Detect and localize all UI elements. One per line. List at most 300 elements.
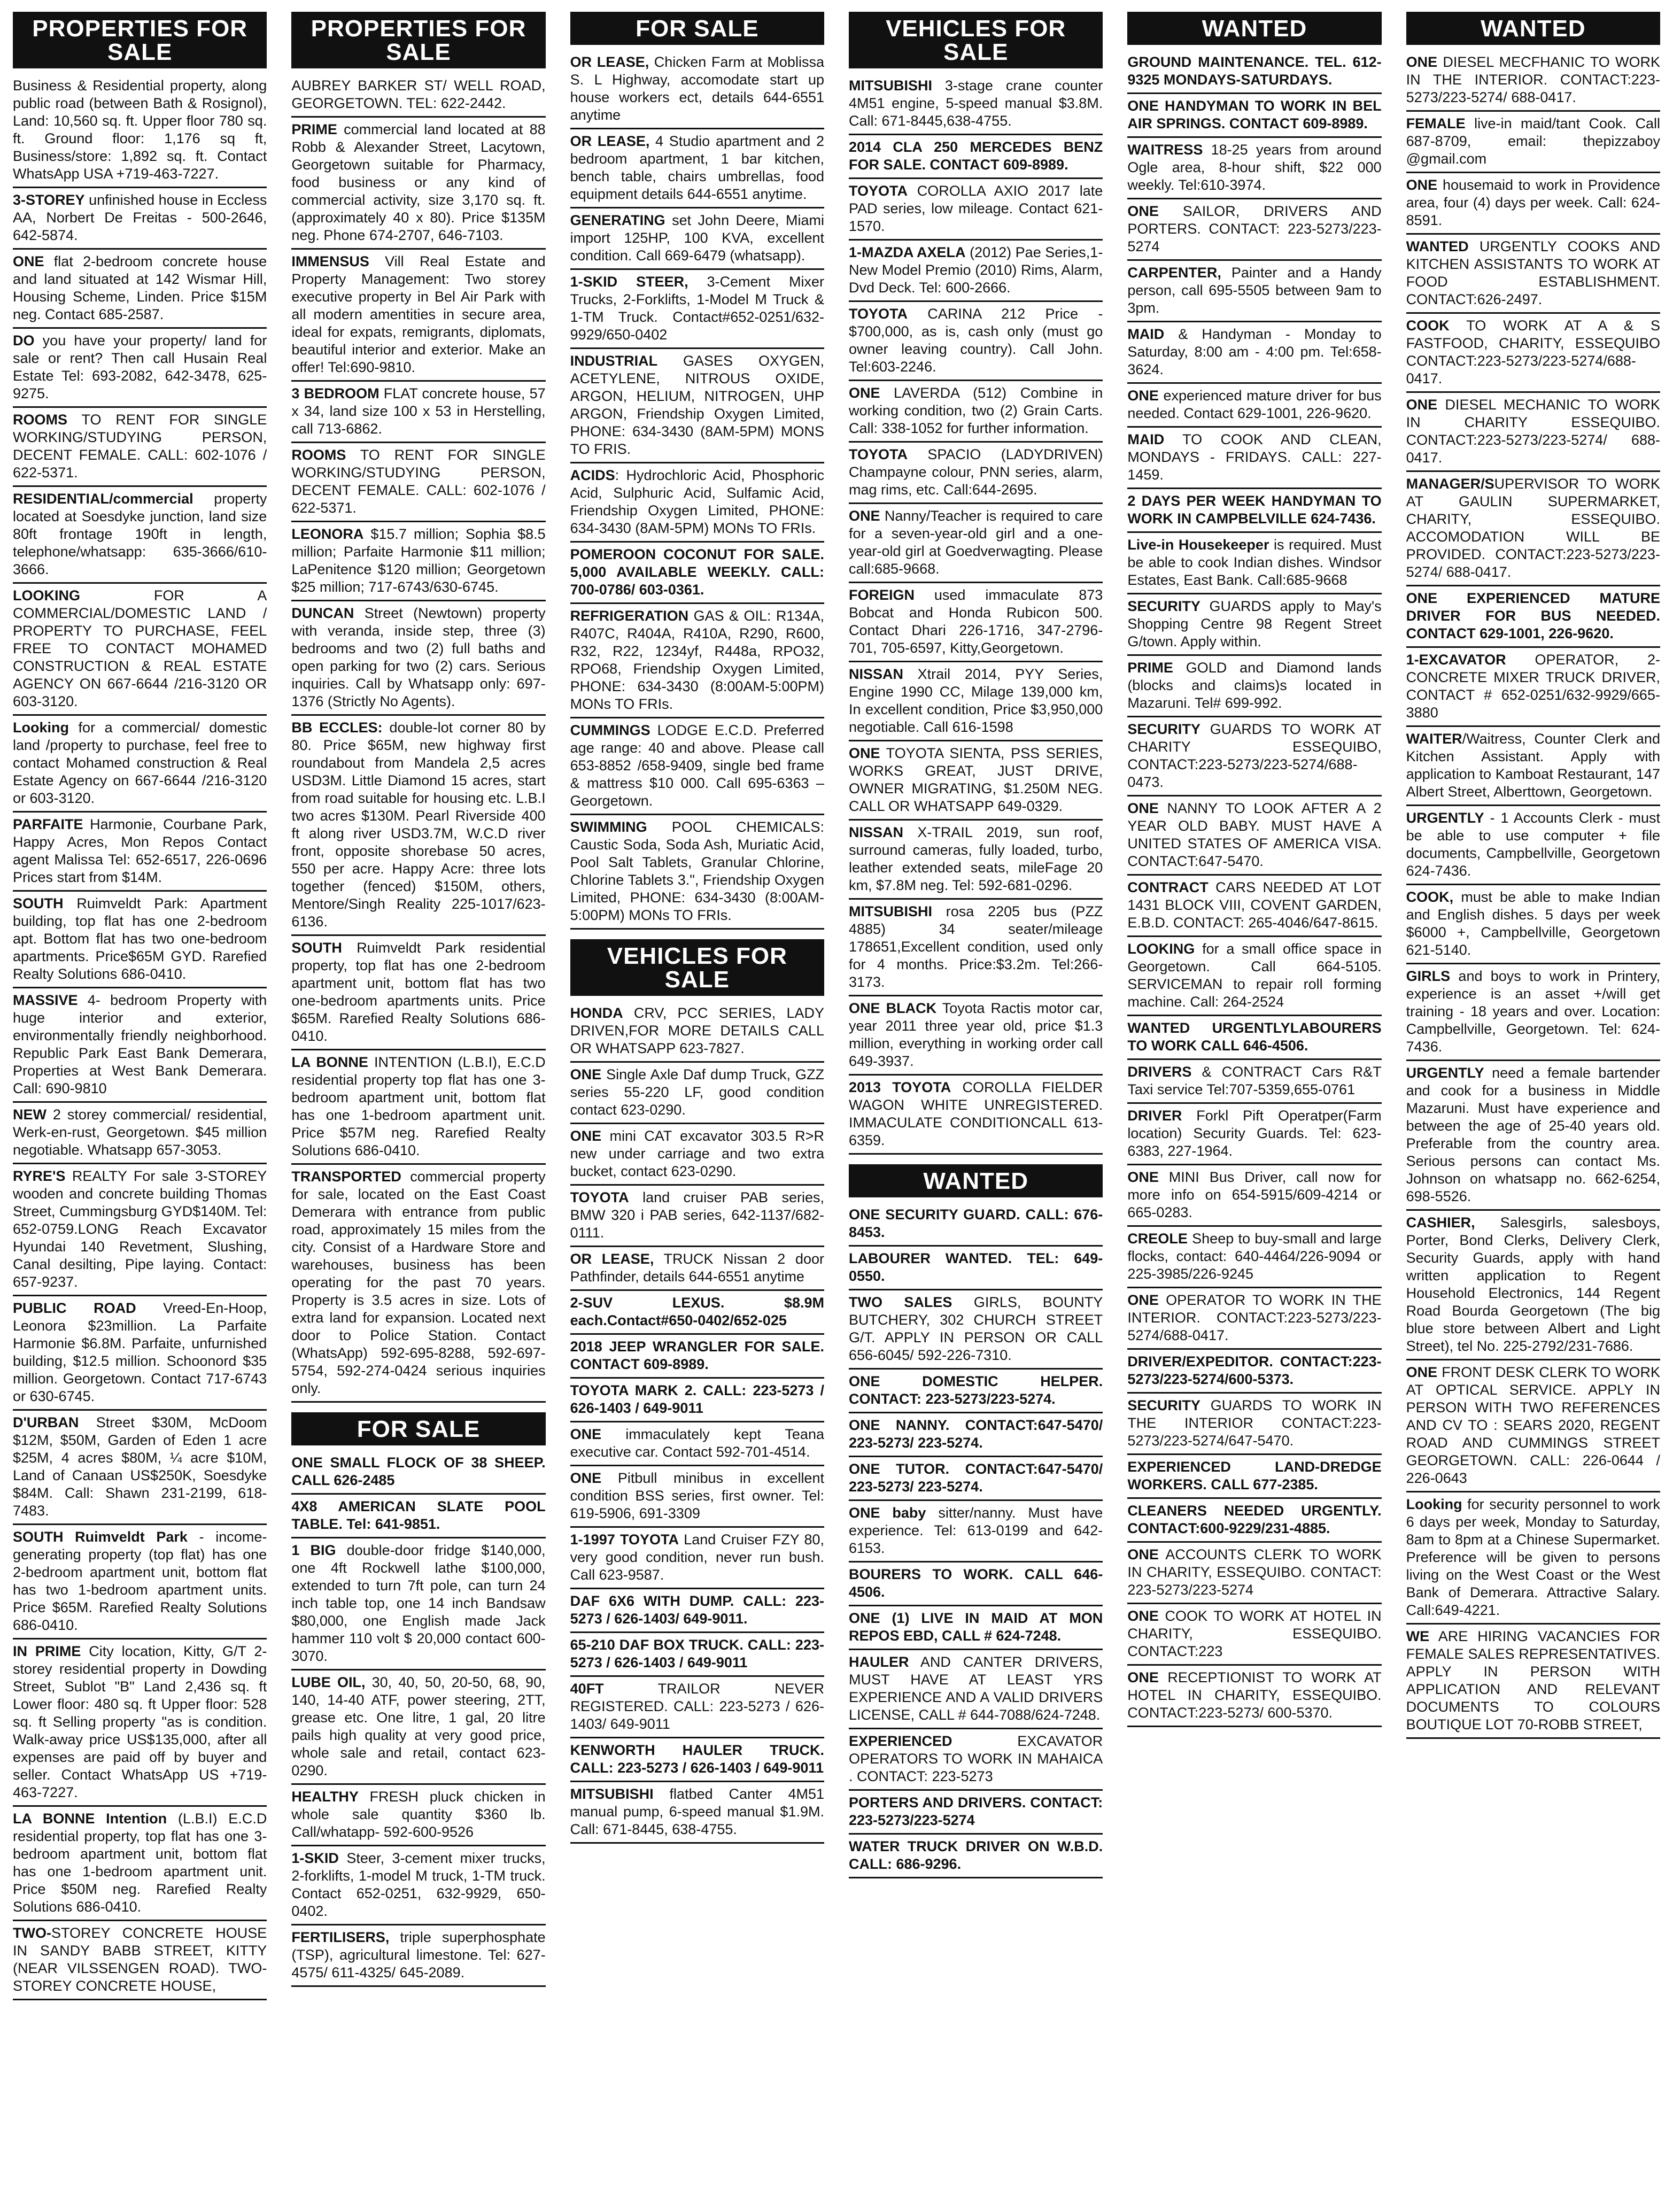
column-5 <box>1127 12 1381 2212</box>
ad-lead: ONE <box>1127 1669 1159 1685</box>
classified-ad <box>1127 1666 1381 1727</box>
classified-ad <box>1127 428 1381 489</box>
classified-ad <box>13 329 267 408</box>
classified-ad <box>13 1164 267 1296</box>
ad-lead: PRIME <box>291 121 337 137</box>
ad-lead: ONE <box>1127 203 1159 219</box>
classified-ad <box>1127 717 1381 796</box>
classified-ad <box>849 1247 1103 1290</box>
ad-text: OPERATOR, 2- CONCRETE MIXER TRUCK DRIVER, CONTACT # 652-0251/632-9929/665-3880 <box>1406 652 1660 721</box>
ad-lead: 2018 JEEP WRANGLER FOR SALE. CONTACT 609-8989. <box>570 1339 824 1372</box>
column-3 <box>570 12 824 2212</box>
ad-text: TOYOTA SIENTA, PSS SERIES, WORKS GREAT, JUST DRIVE, OWNER MIGRATING, $1.250M NEG. CALL OR WHATSAPP 649-0329. <box>848 745 1103 814</box>
classified-ad <box>13 892 267 988</box>
ad-text: 30, 40, 50, 20-50, 68, 90, 140, 14-40 ATF, power steering, 2TT, grease etc. One litre, 1 gal, 20 litre pails high quality at very good price, whole sale and retail, contact 623-0290. <box>291 1674 546 1778</box>
ad-text: Sheep to buy-small and large flocks, contact: 640-4464/226-9094 or 225-3985/226-9245 <box>1127 1231 1382 1282</box>
ad-lead: DO <box>13 332 35 349</box>
classified-ad <box>849 179 1103 241</box>
ad-text: & Handyman - Monday to Saturday, 8:00 am - 4:00 pm. Tel:658-3624. <box>1127 326 1382 377</box>
ad-lead: GENERATING <box>570 212 665 228</box>
classified-ad <box>1406 314 1660 393</box>
ad-lead: POMEROON COCONUT FOR SALE. 5,000 AVAILABLE WEEKLY. CALL: 700-0786/ 603-0361. <box>570 546 824 598</box>
ad-lead: PARFAITE <box>13 816 83 832</box>
classified-ad <box>1406 964 1660 1061</box>
ad-text: GIRLS, BOUNTY BUTCHERY, 302 CHURCH STREET G/T. APPLY IN PERSON OR CALL 656-6045/ 592-226-7310. <box>848 1294 1103 1363</box>
ad-lead: TOYOTA <box>848 446 908 462</box>
ad-text: Street (Newtown) property with veranda, inside step, three (3) bedrooms and two (2) full baths and open parking for two (2) cars. Serious inquiries. Call by Whatsapp only: 697-1376 (Strictly No Agents). <box>291 605 546 709</box>
classified-ad <box>570 1589 824 1633</box>
classified-ad <box>291 118 545 250</box>
ad-lead: 1-SKID <box>291 1850 339 1866</box>
ad-text: commercial property for sale, located on the East Coast Demerara with entrance from public road, approximately 15 miles from the city. Consist of a Hardware Store and warehouses, business has been operating for the past 70 years. Property is 3.5 acres in size. Lots of extra land for expansion. Located next door to Police Station. Contact (WhatsApp) 592-695-8288, 592-697-5754, 592-274-0424 serious inquiries only. <box>291 1169 546 1396</box>
ad-lead: REFRIGERATION <box>570 608 689 624</box>
ad-lead: ONE <box>1406 1364 1438 1380</box>
classified-ad <box>1406 586 1660 648</box>
ad-lead: TRANSPORTED <box>291 1169 401 1185</box>
ad-text: commercial land located at 88 Robb & Alexander Street, Lacytown, Georgetown suitable for Pharmacy, food business or any kind of commercial activity, size 3,170 sq. ft. (approximately 40 x 80). Price $135M neg. Phone 674-2707, 646-7103. <box>291 121 546 243</box>
ad-lead: ONE <box>570 1128 602 1144</box>
ad-lead: FERTILISERS, <box>291 1929 390 1945</box>
classified-ad <box>1127 1016 1381 1060</box>
classified-ad <box>291 601 545 716</box>
ad-text: Business & Residential property, along public road (between Bath & Rosignol), Land: 10,560 sq. ft. Upper floor 780 sq. ft. Ground floor: 1,176 sq ft, Business/store: 1,892 sq. ft. Contact WhatsApp USA +719-463-7227. <box>13 78 267 182</box>
ad-lead: ONE (1) LIVE IN MAID AT MON REPOS EBD, CALL # 624-7248. <box>848 1610 1103 1644</box>
ad-text: RECEPTIONIST TO WORK AT HOTEL IN CHARITY, ESSEQUIBO. CONTACT:223-5273/ 600-5370. <box>1127 1669 1382 1721</box>
section-header: WANTED <box>1127 12 1381 45</box>
ad-lead: BB ECCLES: <box>291 720 383 736</box>
ad-lead: DAF 6X6 WITH DUMP. CALL: 223-5273 / 626-1403/ 649-9011. <box>570 1593 824 1627</box>
classified-ad <box>849 241 1103 302</box>
ad-lead: NEW <box>13 1107 47 1123</box>
classified-ad <box>13 250 267 329</box>
ad-lead: EXPERIENCED <box>848 1733 952 1749</box>
ad-lead: 4X8 AMERICAN SLATE POOL TABLE. Tel: 641-9851. <box>291 1498 546 1532</box>
classified-ad <box>849 381 1103 443</box>
ad-lead: DRIVERS <box>1127 1064 1192 1080</box>
ad-text: POOL CHEMICALS: Caustic Soda, Soda Ash, Muriatic Acid, Pool Salt Tablets, Granular Chlorine, Chlorine Tablets 3.", Friendship Oxygen Limited, PHONE: 634-3430 (8:00AM-5:00PM) MONs TO FRIs. <box>570 819 824 923</box>
ad-text: Salesgirls, salesboys, Porter, Bond Clerks, Delivery Clerk, Security Guards, apply with hand written application to Regent Household Electronics, 144 Regent Road Bourda Georgetown (The big blue store between Albert and Light Street), tel No. 225-2792/231-7686. <box>1406 1215 1660 1354</box>
classified-ad <box>849 1835 1103 1878</box>
ad-text: Toyota Ractis motor car, year 2011 three year old, price $1.3 million, everything in working order call 649-3937. <box>848 1000 1103 1069</box>
ad-lead: PUBLIC ROAD <box>13 1300 136 1316</box>
ad-lead: CONTRACT <box>1127 879 1209 895</box>
classified-ad <box>291 1538 545 1670</box>
classified-ad <box>1127 1455 1381 1499</box>
ad-text: and boys to work in Printery, experience is an asset +/will get training - 18 years and over. Location: Campbellville, Georgetown. Tel: 624-7436. <box>1406 968 1660 1055</box>
ad-lead: SOUTH <box>291 940 342 956</box>
ad-lead: 1-EXCAVATOR <box>1406 652 1506 668</box>
classified-ad <box>13 74 267 188</box>
ad-text: CARINA 212 Price - $700,000, as is, cash only (must go owner leaving country). Call John. Tel:603-2246. <box>848 306 1103 375</box>
ad-lead: MASSIVE <box>13 992 78 1008</box>
ad-text: TO RENT FOR SINGLE WORKING/STUDYING PERSON, DECENT FEMALE. CALL: 602-1076 / 622-5371. <box>13 412 267 481</box>
ad-text: SPACIO (LADYDRIVEN) Champayne colour, PNN series, alarm, mag rims, etc. Call:644-2695. <box>848 446 1103 498</box>
ad-lead: CARPENTER, <box>1127 265 1221 281</box>
classified-ad <box>849 1563 1103 1606</box>
ad-lead: MANAGER/S <box>1406 476 1494 492</box>
classified-ad <box>849 1650 1103 1729</box>
ad-text: LAVERDA (512) Combine in working condition, two (2) Grain Carts. Call: 338-1052 for further information. <box>848 385 1103 436</box>
classified-ad <box>291 74 545 118</box>
ad-lead: WANTED <box>1406 238 1469 254</box>
ad-text: unfinished house in Eccless AA, Norbert De Freitas - 500-2646, 642-5874. <box>13 192 267 243</box>
classified-ad <box>570 1063 824 1124</box>
ad-text: EXCAVATOR OPERATORS TO WORK IN MAHAICA . CONTACT: 223-5273 <box>848 1733 1103 1784</box>
classified-ad <box>1127 656 1381 717</box>
ad-text: Single Axle Daf dump Truck, GZZ series 55-220 LF, good condition contact 623-0290. <box>570 1066 824 1118</box>
ad-lead: TOYOTA <box>848 183 908 199</box>
ad-lead: MITSUBISHI <box>848 78 932 94</box>
ad-lead: TOYOTA <box>570 1189 629 1205</box>
ad-text: GUARDS TO WORK AT CHARITY ESSEQUIBO, CONTACT:223-5273/223-5274/688-0473. <box>1127 721 1382 790</box>
ad-lead: ONE <box>1127 1608 1159 1624</box>
ad-lead: ONE <box>1406 177 1438 193</box>
ad-lead: 40FT <box>570 1681 604 1697</box>
ad-text: GUARDS TO WORK IN THE INTERIOR CONTACT:223-5273/223-5274/647-5470. <box>1127 1397 1382 1449</box>
ad-lead: 3 BEDROOM <box>291 385 379 401</box>
ad-lead: 1-MAZDA AXELA <box>848 244 966 260</box>
classified-ad <box>1127 322 1381 384</box>
classified-ad <box>849 1457 1103 1501</box>
ad-text: Ruimveldt Park: Apartment building, top flat has one 2-bedroom apt. Bottom flat has two one-bedroom apartments. Price$65M GYD. Rarefied Realty Solutions 686-0410. <box>13 895 267 982</box>
classified-ad <box>1406 1360 1660 1492</box>
ad-lead: SECURITY <box>1127 721 1200 737</box>
ad-lead: ACIDS <box>570 467 615 483</box>
classified-ad <box>570 1633 824 1677</box>
ad-text: 3-stage crane counter 4M51 engine, 5-speed manual $3.8M. Call: 671-8445,638-4755. <box>848 78 1103 129</box>
ad-lead: PORTERS AND DRIVERS. CONTACT: 223-5273/223-5274 <box>848 1795 1103 1828</box>
classified-ad <box>570 1379 824 1422</box>
ad-text: GAS & OIL: R134A, R407C, R404A, R410A, R290, R600, R32, R22, 1234yf, R448a, RPO32, RPO68, Friendship Oxygen Limited, PHONE: 634-3430 (8:00AM-5:00PM) MONs TO FRIs. <box>570 608 824 712</box>
classified-ad <box>291 716 545 936</box>
ad-text: (2012) Pae Series,1- New Model Premio (2010) Rims, Alarm, Dvd Deck. Tel: 600-2666. <box>848 244 1103 296</box>
classified-ad <box>1406 112 1660 173</box>
classified-ad <box>291 1670 545 1785</box>
classified-ad <box>570 1528 824 1589</box>
classified-ad <box>570 1186 824 1247</box>
ad-lead: ONE EXPERIENCED MATURE DRIVER FOR BUS NEEDED. CONTACT 629-1001, 226-9620. <box>1406 590 1660 641</box>
ad-lead: ONE baby <box>848 1505 926 1521</box>
ad-text: for a commercial/ domestic land /property to purchase, feel free to contact Mohamed construction & Real Estate Agency on 667-6644 /216-3120 or 603-3120. <box>13 720 267 806</box>
ad-lead: LOOKING <box>1127 941 1195 957</box>
classified-ad <box>570 718 824 815</box>
ad-text: Forkl Pift Operatper(Farm location) Security Guards. Tel: 623-6383, 227-1964. <box>1127 1108 1382 1159</box>
ad-text: need a female bartender and cook for a business in Middle Mazaruni. Must have experience and between the age of 25-40 years old. Preferable from the country area. Serious persons can contact Ms. Johnson on whatsapp no. 662-6254, 698-5526. <box>1406 1065 1660 1204</box>
ad-text: (L.B.I) E.C.D residential property, top flat has one 3-bedroom apartment unit, bottom flat has one 1-bedroom apartment unit. Price $50M neg. Rarefied Realty Solutions 686-0410. <box>13 1811 267 1915</box>
ad-lead: COOK, <box>1406 889 1454 905</box>
ad-lead: FOREIGN <box>848 587 915 603</box>
ad-lead: LEONORA <box>291 526 364 542</box>
classified-ad <box>570 1247 824 1291</box>
ad-lead: LOOKING <box>13 587 80 604</box>
ad-lead: HEALTHY <box>291 1789 359 1805</box>
ad-lead: SECURITY <box>1127 1397 1200 1413</box>
ad-lead: EXPERIENCED LAND-DREDGE WORKERS. CALL 677-2385. <box>1127 1459 1382 1492</box>
classified-ad <box>13 716 267 813</box>
ad-lead: LA BONNE <box>291 1054 368 1070</box>
classified-ad <box>570 1124 824 1186</box>
ad-lead: TOYOTA <box>848 306 908 322</box>
ad-lead: WE <box>1406 1628 1430 1644</box>
classified-ad <box>1127 50 1381 94</box>
ad-lead: WAITER <box>1406 731 1462 747</box>
ad-lead: OR LEASE, <box>570 54 649 70</box>
ad-lead: CLEANERS NEEDED URGENTLY. CONTACT:600-9229/231-4885. <box>1127 1503 1382 1536</box>
classified-ad <box>1127 1104 1381 1165</box>
classified-ad <box>13 188 267 250</box>
ad-text: URGENTLY COOKS AND KITCHEN ASSISTANTS TO WORK AT FOOD ESTABLISHMENT. CONTACT:626-2497. <box>1406 238 1660 307</box>
ad-text: - 1 Accounts Clerk - must be able to use computer + file documents, Campbellville, Georgetown 624-7436. <box>1406 810 1660 879</box>
classified-ad <box>1406 393 1660 472</box>
section-header: VEHICLES FOR SALE <box>849 12 1103 68</box>
classified-ad <box>291 1451 545 1495</box>
ad-lead: NISSAN <box>848 666 903 682</box>
ad-text: 3-Cement Mixer Trucks, 2-Forklifts, 1-Model M Truck & 1-TM Truck. Contact#652-0251/632-9929/650-0402 <box>570 274 824 343</box>
ad-text: X-TRAIL 2019, sun roof, surround cameras, fully loaded, turbo, leather extended seats, mileFage 20 km, $7.8M neg. Tel: 592-681-0296. <box>848 824 1103 893</box>
ad-lead: COOK <box>1406 318 1450 334</box>
ad-lead: WATER TRUCK DRIVER ON W.B.D. CALL: 686-9296. <box>848 1838 1103 1872</box>
classified-ad <box>1127 1288 1381 1350</box>
ad-text: 18-25 years from around Ogle area, 8-hour shift, $22 000 weekly. Tel:610-3974. <box>1127 142 1382 193</box>
classified-ad <box>13 813 267 892</box>
ad-text: Land Cruiser FZY 80, very good condition, never run bush. Call 623-9587. <box>570 1532 824 1583</box>
column-4 <box>849 12 1103 2212</box>
ad-lead: HONDA <box>570 1005 623 1021</box>
classified-ad <box>1127 594 1381 656</box>
ad-lead: ONE <box>848 745 880 761</box>
ad-lead: MITSUBISHI <box>848 903 932 919</box>
classified-ad <box>1127 1543 1381 1604</box>
classified-ad <box>570 50 824 129</box>
section-header: VEHICLES FOR SALE <box>570 939 824 996</box>
ad-lead: ONE SMALL FLOCK OF 38 SHEEP. CALL 626-2485 <box>291 1455 546 1488</box>
ad-lead: SWIMMING <box>570 819 647 835</box>
ad-lead: Looking <box>1406 1496 1462 1512</box>
ad-text: FLAT concrete house, 57 x 34, land size 100 x 53 in Herstelling, call 713-6862. <box>291 385 546 437</box>
ad-lead: DRIVER/EXPEDITOR. CONTACT:223-5273/223-5274/600-5373. <box>1127 1354 1382 1387</box>
ad-lead: ONE TUTOR. CONTACT:647-5470/ 223-5273/ 223-5274. <box>848 1461 1103 1495</box>
section-header: PROPERTIES FOR SALE <box>291 12 545 68</box>
classified-ad <box>1406 885 1660 964</box>
ad-text: REALTY For sale 3-STOREY wooden and concrete building Thomas Street, Cummingsburg GYD$140M. Tel: 652-0759.LONG Reach Excavator Hyundai 140 Revetment, Slushing, Canal desilting, Pipe laying. Contact: 657-9237. <box>13 1168 267 1290</box>
ad-text: DIESEL MECFHANIC TO WORK IN THE INTERIOR. CONTACT:223-5273/223-5274/ 688-0417. <box>1406 54 1660 105</box>
ad-lead: ROOMS <box>291 447 346 463</box>
classified-ad <box>13 584 267 716</box>
ad-text: DIESEL MECHANIC TO WORK IN CHARITY ESSEQUIBO. CONTACT:223-5273/223-5274/ 688-0417. <box>1406 397 1660 466</box>
ad-lead: ONE BLACK <box>848 1000 937 1016</box>
ad-text: FRONT DESK CLERK TO WORK AT OPTICAL SERVICE. APPLY IN PERSON WITH TWO REFERENCES AND CV TO : SEARS 2020, REGENT ROAD AND CUMMINGS STREET GEORGETOWN. CALL: 226-0644 / 226-0643 <box>1406 1364 1660 1486</box>
ad-lead: NISSAN <box>848 824 903 840</box>
classified-ad <box>1406 1625 1660 1739</box>
ad-text: experienced mature driver for bus needed. Contact 629-1001, 226-9620. <box>1127 388 1382 421</box>
classified-ad <box>1127 1394 1381 1455</box>
ad-lead: 1-SKID STEER, <box>570 274 688 290</box>
classified-ad <box>1127 94 1381 138</box>
classified-ad <box>13 1921 267 2000</box>
ad-lead: LABOURER WANTED. TEL: 649-0550. <box>848 1250 1103 1284</box>
ad-text: ACCOUNTS CLERK TO WORK IN CHARITY, ESSEQUIBO. CONTACT: 223-5273/223-5274 <box>1127 1546 1382 1598</box>
classified-ad <box>849 74 1103 135</box>
ad-lead: ONE <box>1406 54 1438 70</box>
ad-lead: ONE <box>570 1470 602 1486</box>
ad-lead: GROUND MAINTENANCE. TEL. 612-9325 MONDAYS-SATURDAYS. <box>1127 54 1382 88</box>
ad-lead: Looking <box>13 720 69 736</box>
ad-text: triple superphosphate (TSP), agricultural limestone. Tel: 627-4575/ 611-4325/ 645-2089. <box>291 1929 546 1981</box>
classified-ad <box>570 815 824 930</box>
ad-text: LODGE E.C.D. Preferred age range: 40 and above. Please call 653-8852 /658-9409, single bed frame & mattress $10 000. Call 695-6363 – Georgetown. <box>570 722 824 809</box>
ad-lead: ONE SECURITY GUARD. CALL: 676-8453. <box>848 1206 1103 1240</box>
ad-text: Steer, 3-cement mixer trucks, 2-forklifts, 1-model M truck, 1-TM truck. Contact 652-0251, 632-9929, 650-0402. <box>291 1850 546 1919</box>
ad-lead: TWO- <box>13 1925 51 1941</box>
classified-ad <box>570 1001 824 1063</box>
ad-text: /Waitress, Counter Clerk and Kitchen Assistant. Apply with application to Kamboat Restaurant, 147 Albert Street, Alberttown, Georgetown. <box>1406 731 1660 800</box>
ad-lead: KENWORTH HAULER TRUCK. CALL: 223-5273 / 626-1403 / 649-9011 <box>570 1742 824 1776</box>
ad-text: FOR A COMMERCIAL/DOMESTIC LAND / PROPERTY TO PURCHASE, FEEL FREE TO CONTACT MOHAMED CONSTRUCTION & REAL ESTATE AGENCY ON 667-6644 /216-3120 OR 603-3120. <box>13 587 267 709</box>
ad-lead: ONE <box>1127 388 1159 404</box>
ad-text: GUARDS apply to May's Shopping Centre 98 Regent Street G/town. Apply within. <box>1127 598 1382 649</box>
ad-text: Vill Real Estate and Property Management: Two storey executive property in Bel Air Park with all modern amentities in secure area, ideal for expats, remigrants, diplomats, beautiful interior and exterior. Make an offer! Tel:690-9810. <box>291 253 546 375</box>
ad-lead: CREOLE <box>1127 1231 1188 1247</box>
classified-ad <box>13 408 267 487</box>
ad-text: Nanny/Teacher is required to care for a seven-year-old girl and a one-year-old girl at Goedverwagting. Please call:685-9668. <box>848 508 1103 577</box>
ad-lead: MAID <box>1127 431 1165 447</box>
classified-ad <box>13 1296 267 1411</box>
classified-ad <box>291 382 545 443</box>
ad-lead: 1-1997 TOYOTA <box>570 1532 679 1548</box>
ad-text: Ruimveldt Park residential property, top flat has one 2-bedroom apartment unit, bottom flat has two one-bedroom apartments units. Price $65M. Rarefied Realty Solutions 686-0410. <box>291 940 546 1044</box>
classified-ad <box>1127 1227 1381 1288</box>
classified-ad <box>1127 199 1381 261</box>
classified-ad <box>1406 648 1660 727</box>
classified-ad <box>849 1076 1103 1155</box>
classified-ad <box>291 1050 545 1165</box>
ad-text: used immaculate 873 Bobcat and Honda Rubicon 500. Contact Dhari 226-1716, 347-2796-701, 705-6597, Kitty,Georgetown. <box>848 587 1103 656</box>
ad-text: property located at Soesdyke junction, land size 80ft frontage 190ft in length, telephone/whatsapp: 635-3666/610-3666. <box>13 491 267 577</box>
ad-lead: GIRLS <box>1406 968 1451 984</box>
ad-lead: BOURERS TO WORK. CALL 646-4506. <box>848 1566 1103 1600</box>
classified-ad <box>1127 937 1381 1016</box>
ad-text: Pitbull minibus in excellent condition BSS series, first owner. Tel: 619-5906, 691-3309 <box>570 1470 824 1521</box>
ad-lead: MITSUBISHI <box>570 1786 654 1802</box>
classified-ad <box>1127 1604 1381 1666</box>
ad-lead: TWO SALES <box>848 1294 952 1310</box>
ad-lead: 2014 CLA 250 MERCEDES BENZ FOR SALE. CONTACT 609-8989. <box>848 139 1103 173</box>
classified-ad <box>849 583 1103 662</box>
classified-ad <box>1127 1350 1381 1394</box>
ad-lead: D'URBAN <box>13 1414 79 1430</box>
classified-ad <box>13 1411 267 1525</box>
ad-lead: 3-STOREY <box>13 192 85 208</box>
ad-lead: ONE <box>13 253 44 269</box>
ad-lead: Live-in Housekeeper <box>1127 537 1269 553</box>
ad-text: GOLD and Diamond lands (blocks and claims)s located in Mazaruni. Tel# 699-992. <box>1127 660 1382 711</box>
ad-text: $15.7 million; Sophia $8.5 million; Parfaite Harmonie $11 million; LaPenitence $120 million; Georgetown $25 million; 717-6743/630-6745. <box>291 526 546 595</box>
ad-lead: 2 DAYS PER WEEK HANDYMAN TO WORK IN CAMPBELVILLE 624-7436. <box>1127 493 1382 527</box>
classified-ad <box>570 604 824 718</box>
ad-text: for security personnel to work 6 days per week, Monday to Saturday, 8am to 8pm at a Chinese Supermarket. Preference will be given to persons living on the West Coast or the West Bank of Demerara. Attractive Salary. Call:649-4221. <box>1406 1496 1660 1618</box>
ad-lead: ONE <box>1127 1546 1159 1563</box>
ad-lead: IMMENSUS <box>291 253 369 269</box>
ad-text: must be able to make Indian and English dishes. 5 days per week $6000 +, Campbellville, Georgetown 621-5140. <box>1406 889 1660 958</box>
ad-lead: LUBE OIL, <box>291 1674 366 1690</box>
ad-text: : Hydrochloric Acid, Phosphoric Acid, Sulphuric Acid, Sulfamic Acid, Friendship Oxygen Limited, PHONE: 634-3430 (8AM-5PM) MONs TO FRIs. <box>570 467 824 536</box>
classified-ad <box>291 250 545 382</box>
ad-text: housemaid to work in Providence area, four (4) days per week. Call: 624-8591. <box>1406 177 1660 228</box>
classified-ad <box>849 1370 1103 1413</box>
ad-text: ARE HIRING VACANCIES FOR FEMALE SALES REPRESENTATIVES. APPLY IN PERSON WITH APPLICATION AND RELEVANT DOCUMENTS TO COLOURS BOUTIQUE LOT 70-ROBB STREET, <box>1406 1628 1660 1733</box>
classified-ad <box>291 1785 545 1846</box>
classified-ad <box>1406 806 1660 885</box>
ad-text: Harmonie, Courbane Park, Happy Acres, Mon Repos Contact agent Malissa Tel: 652-6517, 226-0696 Prices start from $14M. <box>13 816 267 885</box>
classified-ad <box>291 1925 545 1987</box>
classified-ad <box>570 463 824 543</box>
ad-text: sitter/nanny. Must have experience. Tel: 613-0199 and 642-6153. <box>848 1505 1103 1556</box>
ad-lead: RYRE'S <box>13 1168 66 1184</box>
classified-ad <box>849 1501 1103 1563</box>
ad-lead: WAITRESS <box>1127 142 1203 158</box>
ad-text: UPERVISOR TO WORK AT GAULIN SUPERMARKET, CHARITY, ESSEQUIBO. ACCOMODATION WILL BE PROVIDED. CONTACT:223-5273/223-5274/ 688-0417. <box>1406 476 1660 580</box>
classified-ad <box>849 504 1103 583</box>
ad-lead: DRIVER <box>1127 1108 1182 1124</box>
classified-ad <box>849 302 1103 381</box>
classified-ad <box>849 443 1103 504</box>
ad-lead: CASHIER, <box>1406 1215 1475 1231</box>
classified-ad <box>1127 533 1381 594</box>
ad-lead: TOYOTA MARK 2. CALL: 223-5273 / 626-1403 / 649-9011 <box>570 1382 824 1416</box>
ad-text: TO COOK AND CLEAN, MONDAYS - FRIDAYS. CALL: 227-1459. <box>1127 431 1382 483</box>
ad-text: Vreed-En-Hoop, Leonora $23million. La Parfaite Harmonie $6.8M. Parfaite, unfurnished building, $12.5 million. Schoonord $35 million. Georgetown. Contact 717-6743 or 630-6745. <box>13 1300 267 1404</box>
classified-ad <box>849 1729 1103 1791</box>
ad-lead: ONE <box>570 1426 602 1442</box>
ad-text: set John Deere, Miami import 125HP, 100 KVA, excellent condition. Call 669-6479 (whatsapp). <box>570 212 824 264</box>
section-header: WANTED <box>1406 12 1660 45</box>
classified-ad <box>570 1738 824 1782</box>
column-2 <box>291 12 545 2212</box>
ad-lead: 2013 TOYOTA <box>848 1079 951 1095</box>
classified-ad <box>291 1165 545 1403</box>
ad-text: TRUCK Nissan 2 door Pathfinder, details 644-6551 anytime <box>570 1251 824 1285</box>
classified-ad <box>570 349 824 463</box>
ad-lead: RESIDENTIAL/commercial <box>13 491 193 507</box>
ad-lead: WANTED URGENTLYLABOURERS TO WORK CALL 646-4506. <box>1127 1020 1382 1054</box>
classified-ad <box>1406 1061 1660 1211</box>
ad-text: mini CAT excavator 303.5 R>R new under carriage and two extra bucket, contact 623-0290. <box>570 1128 824 1179</box>
classified-ad <box>1127 1060 1381 1104</box>
ad-lead: ONE <box>848 385 880 401</box>
ad-text: double-lot corner 80 by 80. Price $65M, new highway first roundabout from Mandela 2,5 acres USD3M. Little Diamond 15 acres, start from road suitable for housing etc. L.B.I two acres $130M. Pearl Riverside 400 ft along river USD3.7M, W.C.D river front, opposite shorebase 50 acres, 550 per acre. Happy Acre: three lots together (fenced) $150M, others, Mentore/Singh Reality 225-1017/623-6136. <box>291 720 546 930</box>
ad-text: COROLLA FIELDER WAGON WHITE UNREGISTERED. IMMACULATE CONDITIONCALL 613-6359. <box>848 1079 1103 1148</box>
classified-ad <box>13 1525 267 1639</box>
ad-lead: SOUTH Ruimveldt Park <box>13 1529 188 1545</box>
classified-ad <box>1127 261 1381 322</box>
classified-ad <box>570 1677 824 1738</box>
classified-ad <box>1406 173 1660 235</box>
ad-text: live-in maid/tant Cook. Call 687-8709, email: thepizzaboy @gmail.com <box>1406 115 1660 167</box>
ad-text: double-door fridge $140,000, one 4ft Rockwell lathe $100,000, extended to turn 7ft pole, can turn 24 inch table top, one 14 inch Bandsaw $80,000, one English made Jack hammer 110 volt $ 20,000 contact 600-3070. <box>291 1542 546 1664</box>
ad-lead: LA BONNE Intention <box>13 1811 167 1827</box>
classified-ad <box>1127 1499 1381 1543</box>
ad-lead: HAULER <box>848 1654 909 1670</box>
ad-text: SAILOR, DRIVERS AND PORTERS. CONTACT: 223-5273/223-5274 <box>1127 203 1382 254</box>
ad-lead: PRIME <box>1127 660 1173 676</box>
section-header: WANTED <box>849 1164 1103 1197</box>
ad-lead: DUNCAN <box>291 605 354 621</box>
classified-ad <box>291 443 545 522</box>
classified-ad <box>13 988 267 1103</box>
ad-text: COOK TO WORK AT HOTEL IN CHARITY, ESSEQUIBO. CONTACT:223 <box>1127 1608 1382 1659</box>
ad-text: TO RENT FOR SINGLE WORKING/STUDYING PERSON, DECENT FEMALE. CALL: 602-1076 / 622-5371. <box>291 447 546 516</box>
ad-text: CARS NEEDED AT LOT 1431 BLOCK VIII, COVENT GARDEN, E.B.D. CONTACT: 265-4046/647-8615. <box>1127 879 1382 931</box>
